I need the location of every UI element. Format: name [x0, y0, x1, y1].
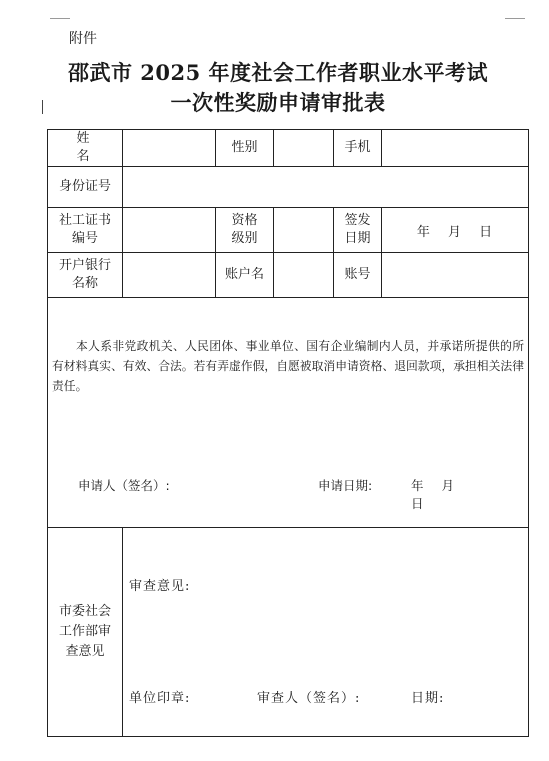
application-form-table: [47, 129, 529, 737]
review-section-label: [48, 528, 123, 737]
account-number-field[interactable]: [382, 253, 529, 298]
level-label-line2: 级别: [231, 231, 258, 246]
id-number-label: 身份证号: [48, 167, 123, 208]
qualification-level-label: [216, 208, 274, 253]
bank-name-field[interactable]: [123, 253, 216, 298]
document-title-line1: 邵武市 2025 年度社会工作者职业水平考试: [67, 60, 489, 85]
apply-date-field[interactable]: [411, 476, 498, 512]
form-row-bank: [48, 253, 529, 298]
apply-date-label: 申请日期:: [318, 478, 373, 493]
qualification-level-field[interactable]: [274, 208, 334, 253]
issue-date-field[interactable]: [382, 208, 529, 253]
account-name-field[interactable]: [274, 253, 334, 298]
issue-label-line2: 日期: [344, 231, 371, 246]
apply-date-month: 月: [441, 478, 455, 493]
document-title-line2: 一次性奖励申请审批表: [170, 90, 386, 115]
review-opinion-cell[interactable]: [123, 528, 529, 737]
form-row-declaration: [48, 298, 529, 528]
account-name-label: 账户名: [216, 253, 274, 298]
page-corner-mark-right: [505, 18, 525, 19]
account-number-label: 账号: [334, 253, 382, 298]
certificate-number-label: [48, 208, 123, 253]
applicant-signature-label: 申请人（签名）:: [78, 478, 170, 493]
id-number-field[interactable]: [123, 167, 529, 208]
bank-label-line1: 开户银行: [58, 258, 111, 273]
attachment-label: 附件: [69, 31, 97, 47]
declaration-cell: [48, 298, 529, 528]
name-field[interactable]: [123, 130, 216, 167]
form-row-certificate: [48, 208, 529, 253]
gender-field[interactable]: [274, 130, 334, 167]
form-row-name: [48, 130, 529, 167]
bank-name-label: [48, 253, 123, 298]
review-date-label: 日期:: [411, 691, 445, 706]
review-label-line1: 市委社会: [58, 604, 111, 619]
issue-date-year: 年: [416, 224, 431, 240]
page-corner-mark-left: [50, 18, 70, 19]
certificate-label-line1: 社工证书: [58, 213, 111, 228]
reviewer-signature-label: 审查人（签名）:: [257, 691, 361, 706]
declaration-text: 本人系非党政机关、人民团体、事业单位、国有企业编制内人员，并承诺所提供的所有材料真实、有效、合法。若有弄虚作假，自愿被取消申请资格、退回款项，承担相关法律责任。: [52, 339, 524, 393]
phone-label: 手机: [334, 130, 382, 167]
phone-field[interactable]: [382, 130, 529, 167]
issue-label-line1: 签发: [344, 213, 371, 228]
form-row-review: [48, 528, 529, 737]
certificate-number-field[interactable]: [123, 208, 216, 253]
bank-label-line2: 名称: [71, 276, 98, 291]
certificate-label-line2: 编号: [71, 231, 98, 246]
issue-date-day: 日: [479, 224, 494, 240]
unit-seal-label: 单位印章:: [129, 691, 191, 706]
issue-date-month: 月: [447, 224, 462, 240]
name-label: 姓 名: [48, 130, 123, 167]
review-opinion-label: 审查意见:: [129, 579, 191, 594]
review-label-line3: 查意见: [65, 644, 105, 659]
form-row-id: [48, 167, 529, 208]
level-label-line1: 资格: [231, 213, 258, 228]
apply-date-day: 日: [411, 496, 424, 511]
review-label-line2: 工作部审: [58, 624, 111, 639]
issue-date-label: [334, 208, 382, 253]
gender-label: 性别: [216, 130, 274, 167]
apply-date-year: 年: [411, 478, 424, 493]
